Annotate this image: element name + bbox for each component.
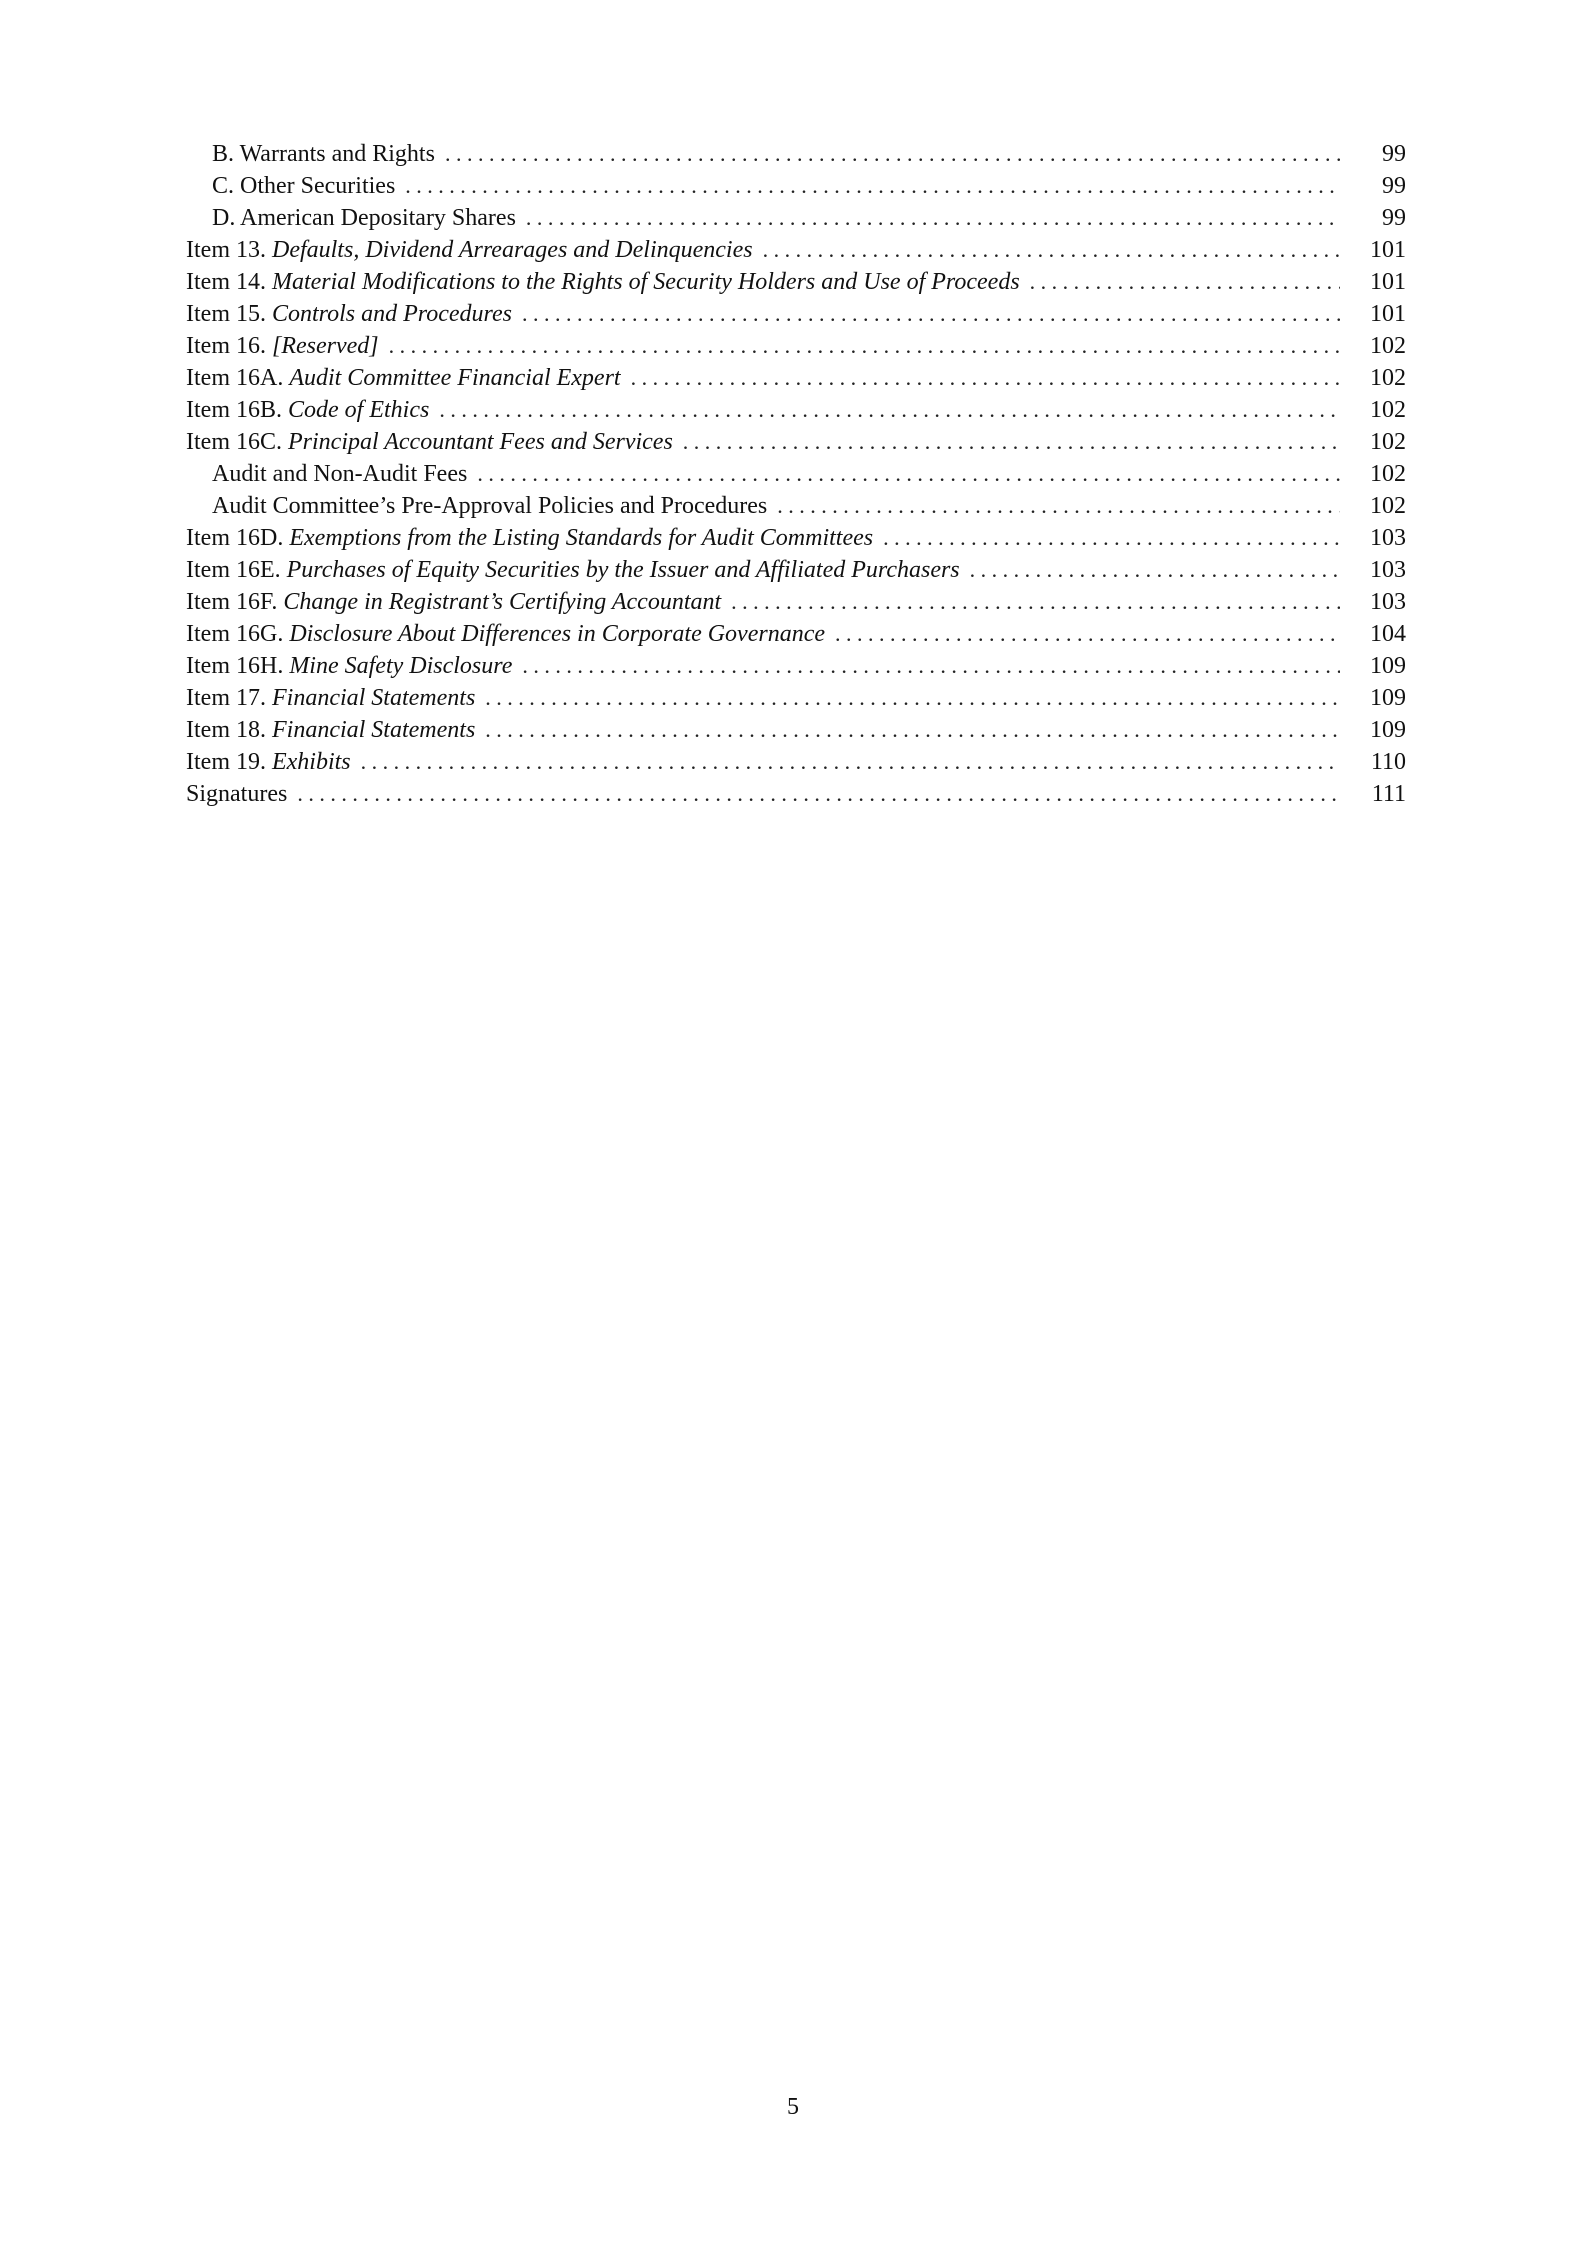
toc-entry-text bbox=[186, 170, 395, 202]
toc-entry-page: 102 bbox=[1370, 429, 1406, 455]
table-of-contents bbox=[186, 138, 1406, 810]
toc-entry-page: 109 bbox=[1370, 653, 1406, 679]
toc-entry[interactable] bbox=[186, 298, 1406, 330]
toc-entry-page: 102 bbox=[1370, 365, 1406, 391]
toc-entry-text bbox=[186, 650, 512, 682]
toc-entry[interactable] bbox=[186, 490, 1406, 522]
dot-leader bbox=[683, 426, 1340, 458]
toc-entry-prefix: Item 13. bbox=[186, 237, 272, 263]
toc-entry[interactable] bbox=[186, 138, 1406, 170]
dot-leader bbox=[631, 362, 1340, 394]
toc-entry[interactable] bbox=[186, 554, 1406, 586]
toc-entry-page: 109 bbox=[1370, 717, 1406, 743]
dot-leader bbox=[485, 714, 1340, 746]
toc-entry-page: 111 bbox=[1371, 781, 1406, 807]
toc-entry-prefix: Item 16E. bbox=[186, 557, 287, 583]
toc-entry-text bbox=[186, 298, 512, 330]
toc-entry[interactable] bbox=[186, 522, 1406, 554]
toc-entry-prefix: Item 16G. bbox=[186, 621, 290, 647]
toc-entry[interactable] bbox=[186, 234, 1406, 266]
toc-entry-prefix: Item 17. bbox=[186, 685, 272, 711]
toc-entry[interactable] bbox=[186, 362, 1406, 394]
toc-entry[interactable] bbox=[186, 202, 1406, 234]
toc-entry[interactable] bbox=[186, 586, 1406, 618]
toc-entry-text bbox=[186, 714, 475, 746]
dot-leader bbox=[731, 586, 1340, 618]
dot-leader bbox=[361, 746, 1340, 778]
toc-entry-text bbox=[186, 362, 621, 394]
toc-entry[interactable] bbox=[186, 394, 1406, 426]
dot-leader bbox=[883, 522, 1340, 554]
toc-entry-page: 102 bbox=[1370, 333, 1406, 359]
toc-entry[interactable] bbox=[186, 426, 1406, 458]
dot-leader bbox=[405, 170, 1340, 202]
toc-entry-text bbox=[186, 682, 475, 714]
toc-entry-page: 99 bbox=[1382, 141, 1406, 167]
toc-entry-page: 102 bbox=[1370, 397, 1406, 423]
toc-entry-text bbox=[186, 458, 467, 490]
toc-entry-text bbox=[186, 394, 429, 426]
dot-leader bbox=[445, 138, 1340, 170]
dot-leader bbox=[835, 618, 1340, 650]
toc-entry-title: Financial Statements bbox=[271, 717, 476, 743]
toc-entry-prefix: Item 16A. bbox=[186, 365, 290, 391]
toc-entry-prefix: D. American Depositary Shares bbox=[212, 205, 516, 231]
toc-entry-prefix: Item 16C. bbox=[186, 429, 288, 455]
toc-entry[interactable] bbox=[186, 170, 1406, 202]
toc-entry[interactable] bbox=[186, 330, 1406, 362]
toc-entry-prefix: Item 18. bbox=[186, 717, 272, 743]
toc-entry-text bbox=[186, 234, 753, 266]
toc-entry-prefix: Item 14. bbox=[186, 269, 272, 295]
toc-entry-text bbox=[186, 266, 1020, 298]
toc-entry-page: 101 bbox=[1370, 301, 1406, 327]
toc-entry-prefix: Item 16B. bbox=[186, 397, 288, 423]
toc-entry-text bbox=[186, 618, 825, 650]
toc-entry[interactable] bbox=[186, 746, 1406, 778]
toc-entry-page: 99 bbox=[1382, 205, 1406, 231]
toc-entry[interactable] bbox=[186, 458, 1406, 490]
toc-entry-page: 109 bbox=[1370, 685, 1406, 711]
toc-entry-title: Code of Ethics bbox=[288, 397, 430, 423]
dot-leader bbox=[763, 234, 1340, 266]
dot-leader bbox=[777, 490, 1340, 522]
toc-entry-text bbox=[186, 490, 767, 522]
toc-entry-prefix: Item 16H. bbox=[186, 653, 290, 679]
toc-entry-title: Controls and Procedures bbox=[271, 301, 512, 327]
toc-entry-prefix: Item 19. bbox=[186, 749, 272, 775]
toc-entry-prefix: C. Other Securities bbox=[212, 173, 396, 199]
dot-leader bbox=[297, 778, 1340, 810]
toc-entry[interactable] bbox=[186, 618, 1406, 650]
toc-entry-page: 104 bbox=[1370, 621, 1406, 647]
toc-entry-text bbox=[186, 554, 960, 586]
toc-entry-page: 103 bbox=[1370, 589, 1406, 615]
toc-entry[interactable] bbox=[186, 682, 1406, 714]
toc-entry-text bbox=[186, 746, 351, 778]
dot-leader bbox=[970, 554, 1340, 586]
toc-entry-prefix: Audit Committee’s Pre-Approval Policies and Procedures bbox=[212, 493, 768, 519]
toc-entry-prefix: Item 16. bbox=[186, 333, 272, 359]
toc-entry-page: 102 bbox=[1370, 493, 1406, 519]
toc-entry-title: Principal Accountant Fees and Services bbox=[288, 429, 673, 455]
toc-entry-title: Mine Safety Disclosure bbox=[289, 653, 513, 679]
toc-entry-page: 101 bbox=[1370, 237, 1406, 263]
toc-entry-page: 99 bbox=[1382, 173, 1406, 199]
toc-entry-text bbox=[186, 522, 873, 554]
toc-entry-title: Defaults, Dividend Arrearages and Delinquencies bbox=[271, 237, 753, 263]
toc-entry-page: 101 bbox=[1370, 269, 1406, 295]
toc-entry-text bbox=[186, 138, 435, 170]
toc-entry-text bbox=[186, 330, 379, 362]
toc-entry-text bbox=[186, 586, 721, 618]
toc-entry[interactable] bbox=[186, 714, 1406, 746]
toc-entry-page: 103 bbox=[1370, 525, 1406, 551]
toc-entry-text bbox=[186, 202, 516, 234]
toc-entry-title: Financial Statements bbox=[271, 685, 476, 711]
dot-leader bbox=[526, 202, 1340, 234]
toc-entry-title: Exhibits bbox=[271, 749, 351, 775]
toc-entry-prefix: Item 16D. bbox=[186, 525, 290, 551]
toc-entry-prefix: Item 15. bbox=[186, 301, 272, 327]
dot-leader bbox=[389, 330, 1340, 362]
dot-leader bbox=[439, 394, 1340, 426]
toc-entry-title: [Reserved] bbox=[271, 333, 379, 359]
toc-entry-prefix: Item 16F. bbox=[186, 589, 284, 615]
toc-entry-title: Purchases of Equity Securities by the Issuer and Affiliated Purchasers bbox=[286, 557, 960, 583]
toc-entry-title: Audit Committee Financial Expert bbox=[289, 365, 621, 391]
toc-entry-page: 110 bbox=[1370, 749, 1406, 775]
toc-entry-page: 103 bbox=[1370, 557, 1406, 583]
dot-leader bbox=[485, 682, 1340, 714]
toc-entry[interactable] bbox=[186, 778, 1406, 810]
toc-entry-text bbox=[186, 778, 287, 810]
dot-leader bbox=[1030, 266, 1340, 298]
toc-entry-title: Change in Registrant’s Certifying Accountant bbox=[283, 589, 722, 615]
dot-leader bbox=[522, 650, 1340, 682]
toc-entry-title: Exemptions from the Listing Standards for Audit Committees bbox=[289, 525, 874, 551]
toc-entry-title: Disclosure About Differences in Corporate Governance bbox=[289, 621, 825, 647]
toc-entry[interactable] bbox=[186, 266, 1406, 298]
toc-entry-page: 102 bbox=[1370, 461, 1406, 487]
toc-entry[interactable] bbox=[186, 650, 1406, 682]
toc-entry-text bbox=[186, 426, 673, 458]
toc-entry-prefix: B. Warrants and Rights bbox=[212, 141, 435, 167]
dot-leader bbox=[522, 298, 1340, 330]
toc-entry-prefix: Signatures bbox=[186, 781, 288, 807]
toc-entry-title: Material Modifications to the Rights of Security Holders and Use of Proceeds bbox=[271, 269, 1020, 295]
page-number: 5 bbox=[787, 2094, 799, 2120]
dot-leader bbox=[477, 458, 1340, 490]
toc-entry-prefix: Audit and Non-Audit Fees bbox=[212, 461, 468, 487]
